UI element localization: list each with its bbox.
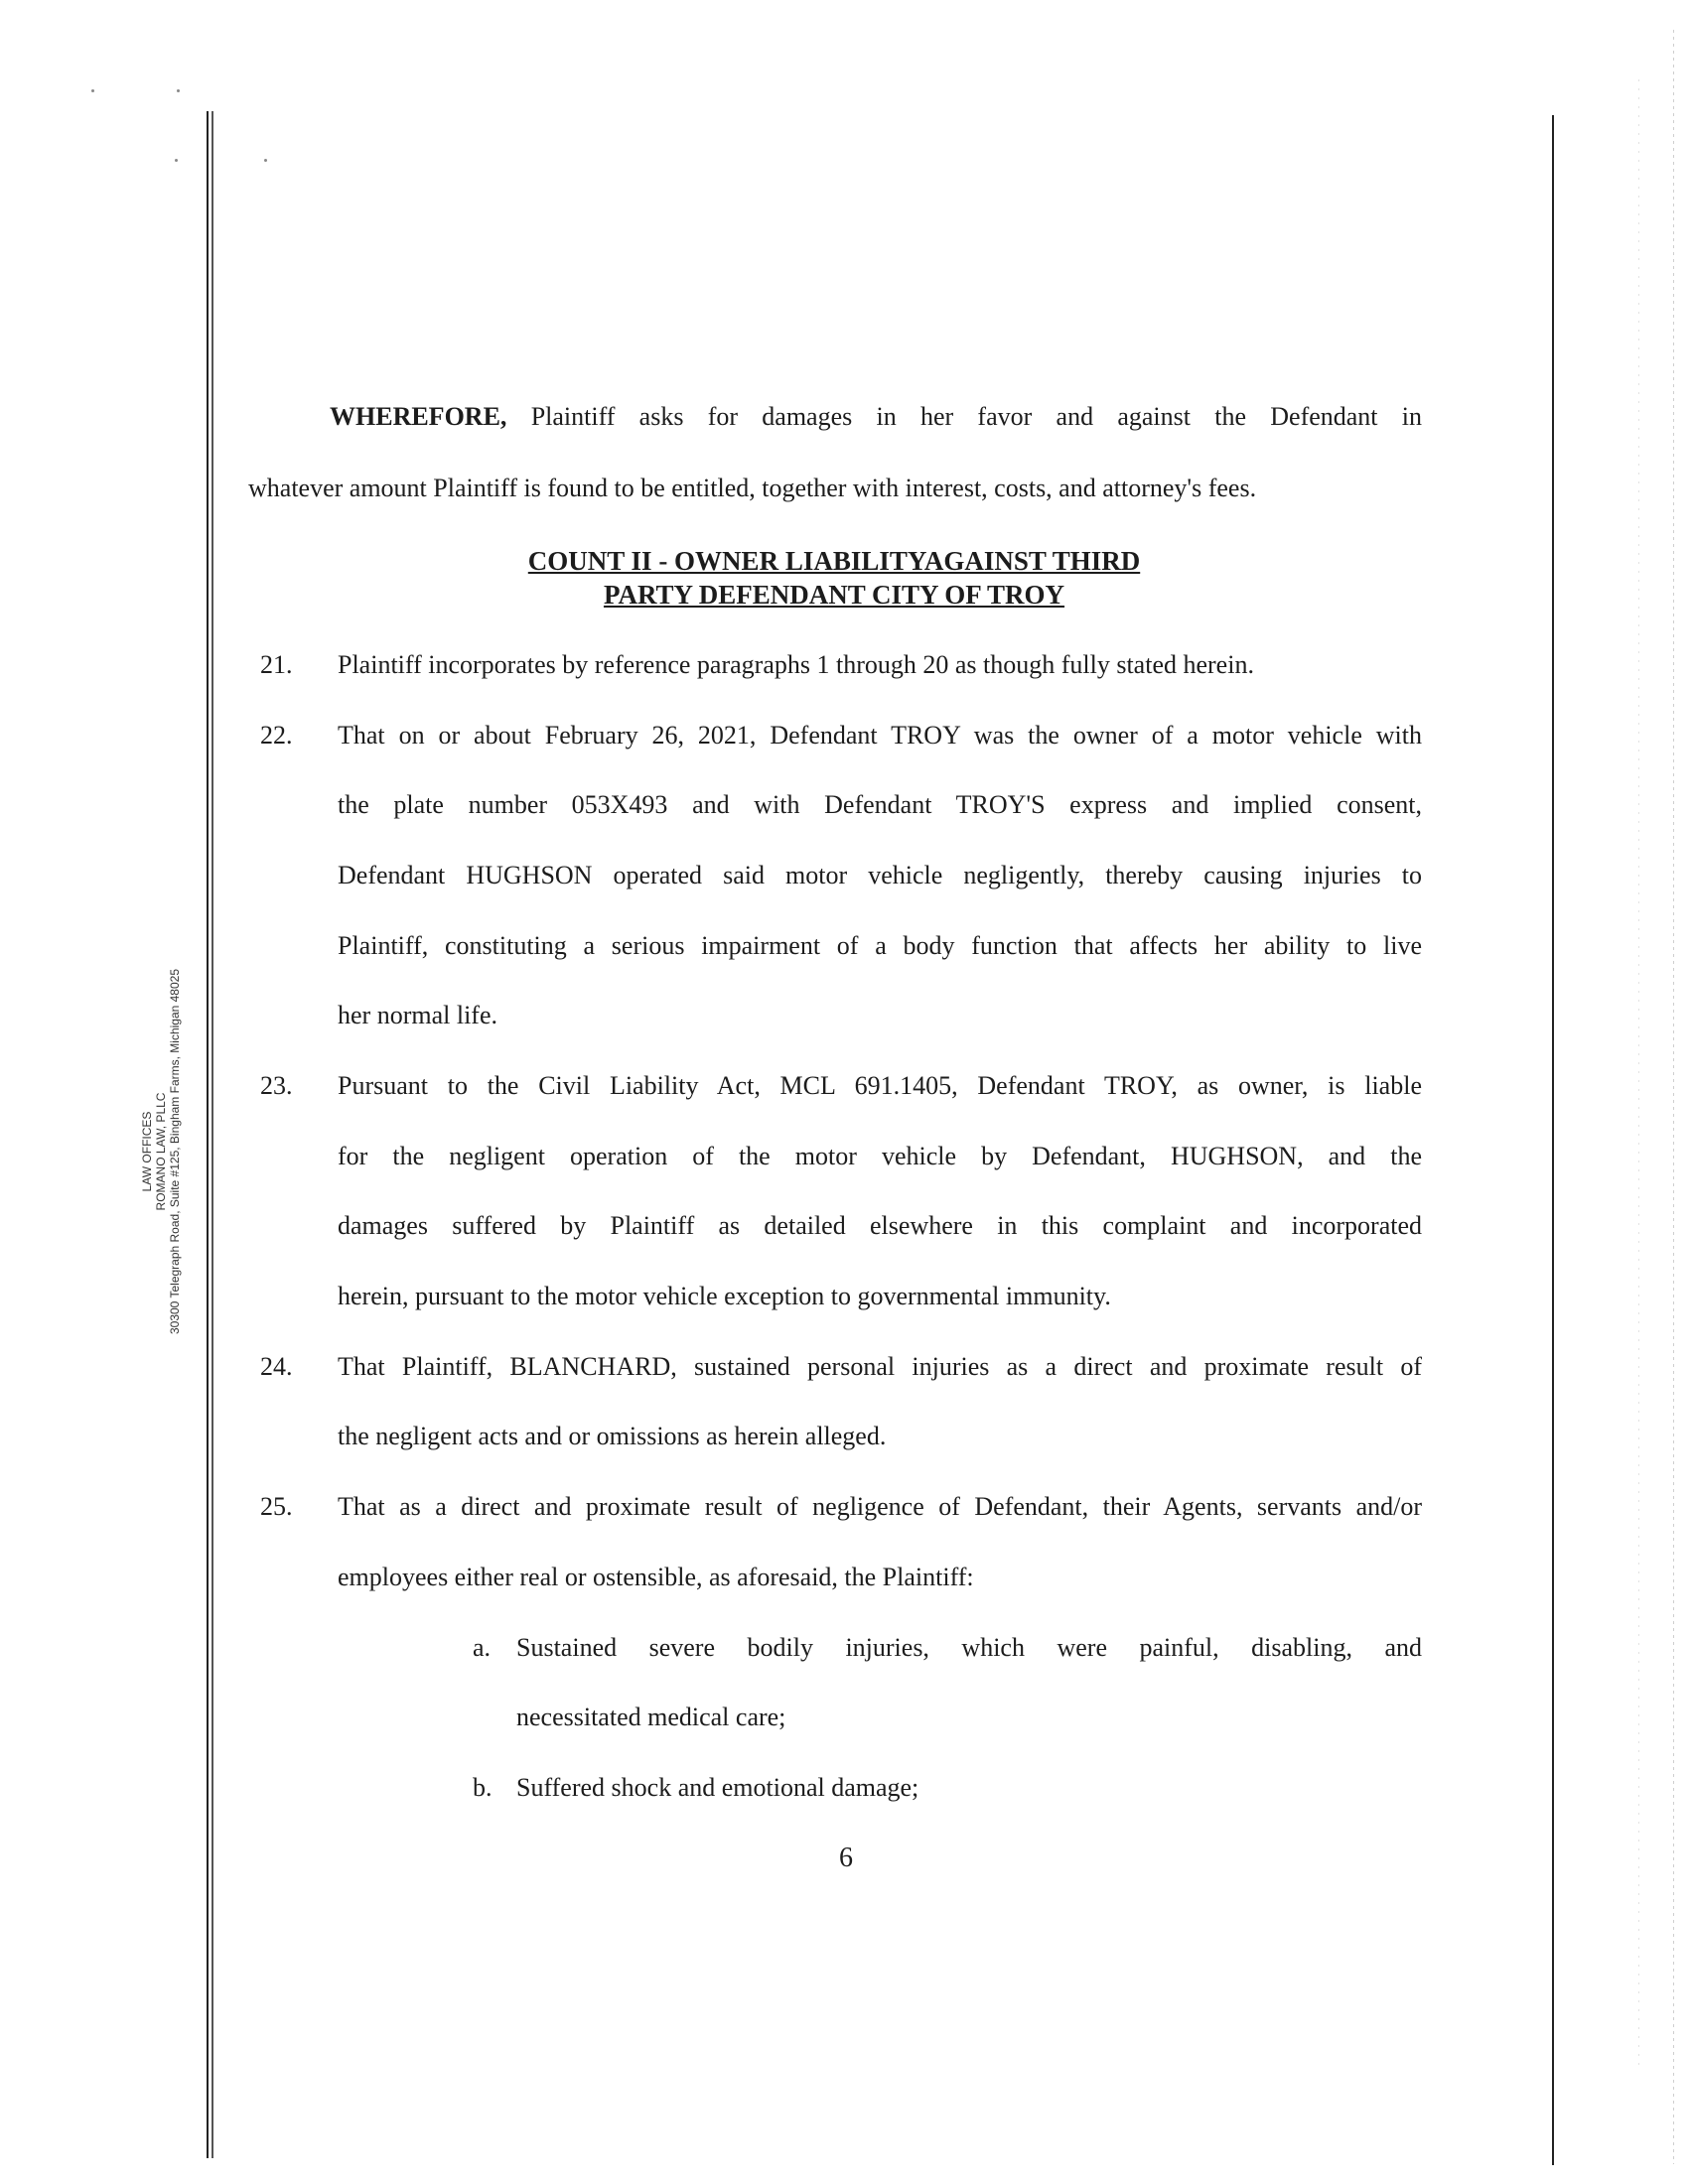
- paragraph-22-line: Defendant HUGHSON operated said motor vehicle negligently, thereby causing injuries to: [338, 861, 1422, 889]
- subitem-letter: a.: [473, 1633, 492, 1662]
- paragraph-25-line: employees either real or ostensible, as aforesaid, the Plaintiff:: [338, 1563, 974, 1591]
- scan-speck: [91, 89, 94, 92]
- law-office-line-1: LAW OFFICES: [140, 1111, 154, 1192]
- paragraph-23-line: damages suffered by Plaintiff as detailed elsewhere in this complaint and incorporated: [338, 1211, 1422, 1240]
- scan-speck: [264, 159, 267, 162]
- law-office-sidebar: [140, 969, 182, 1334]
- subitem-letter: b.: [473, 1773, 493, 1802]
- wherefore-lead: WHEREFORE,: [330, 402, 507, 431]
- page-number: 6: [839, 1843, 853, 1873]
- scan-speck: [175, 159, 178, 162]
- paragraph-number: 23.: [260, 1071, 293, 1100]
- paragraph-25-line: That as a direct and proximate result of negligence of Defendant, their Agents, servants and/or: [338, 1492, 1422, 1521]
- law-office-line-2: ROMANO LAW, PLLC: [154, 1092, 168, 1211]
- paragraph-22-line: her normal life.: [338, 1001, 497, 1029]
- wherefore-line-1: [330, 402, 1422, 432]
- wherefore-text: Plaintiff asks for damages in her favor and against the Defendant in: [530, 402, 1423, 431]
- paragraph-22-line: Plaintiff, constituting a serious impairment of a body function that affects her ability to live: [338, 931, 1422, 960]
- paragraph-23-line: Pursuant to the Civil Liability Act, MCL 691.1405, Defendant TROY, as owner, is liable: [338, 1071, 1422, 1100]
- paragraph-22-line: the plate number 053X493 and with Defendant TROY'S express and implied consent,: [338, 790, 1422, 819]
- law-office-address: 30300 Telegraph Road, Suite #125, Bingham Farms, Michigan 48025: [168, 968, 182, 1335]
- scan-edge-artifact-inner: [1638, 79, 1639, 2065]
- wherefore-line-2: whatever amount Plaintiff is found to be entitled, together with interest, costs, and attorney's fees.: [248, 474, 1257, 502]
- paragraph-22-line: That on or about February 26, 2021, Defendant TROY was the owner of a motor vehicle with: [338, 721, 1422, 750]
- paragraph-number: 22.: [260, 721, 293, 750]
- count-heading-line-2: PARTY DEFENDANT CITY OF TROY: [603, 580, 1065, 610]
- paragraph-23-line: herein, pursuant to the motor vehicle exception to governmental immunity.: [338, 1282, 1111, 1310]
- paragraph-23-line: for the negligent operation of the motor vehicle by Defendant, HUGHSON, and the: [338, 1142, 1422, 1170]
- count-heading-line-1: COUNT II - OWNER LIABILITYAGAINST THIRD: [527, 546, 1141, 576]
- paragraph-24-line: That Plaintiff, BLANCHARD, sustained personal injuries as a direct and proximate result of: [338, 1352, 1422, 1381]
- paragraph-24-line: the negligent acts and or omissions as herein alleged.: [338, 1422, 887, 1450]
- paragraph-number: 24.: [260, 1352, 293, 1381]
- subitem-b-line: Suffered shock and emotional damage;: [516, 1773, 919, 1802]
- subitem-a-line: necessitated medical care;: [516, 1703, 786, 1731]
- paragraph-number: 21.: [260, 650, 293, 679]
- paragraph-number: 25.: [260, 1492, 293, 1521]
- paragraph-21-line: Plaintiff incorporates by reference paragraphs 1 through 20 as though fully stated herein.: [338, 650, 1254, 679]
- subitem-a-line: Sustained severe bodily injuries, which were painful, disabling, and: [516, 1633, 1422, 1662]
- scan-speck: [177, 89, 180, 92]
